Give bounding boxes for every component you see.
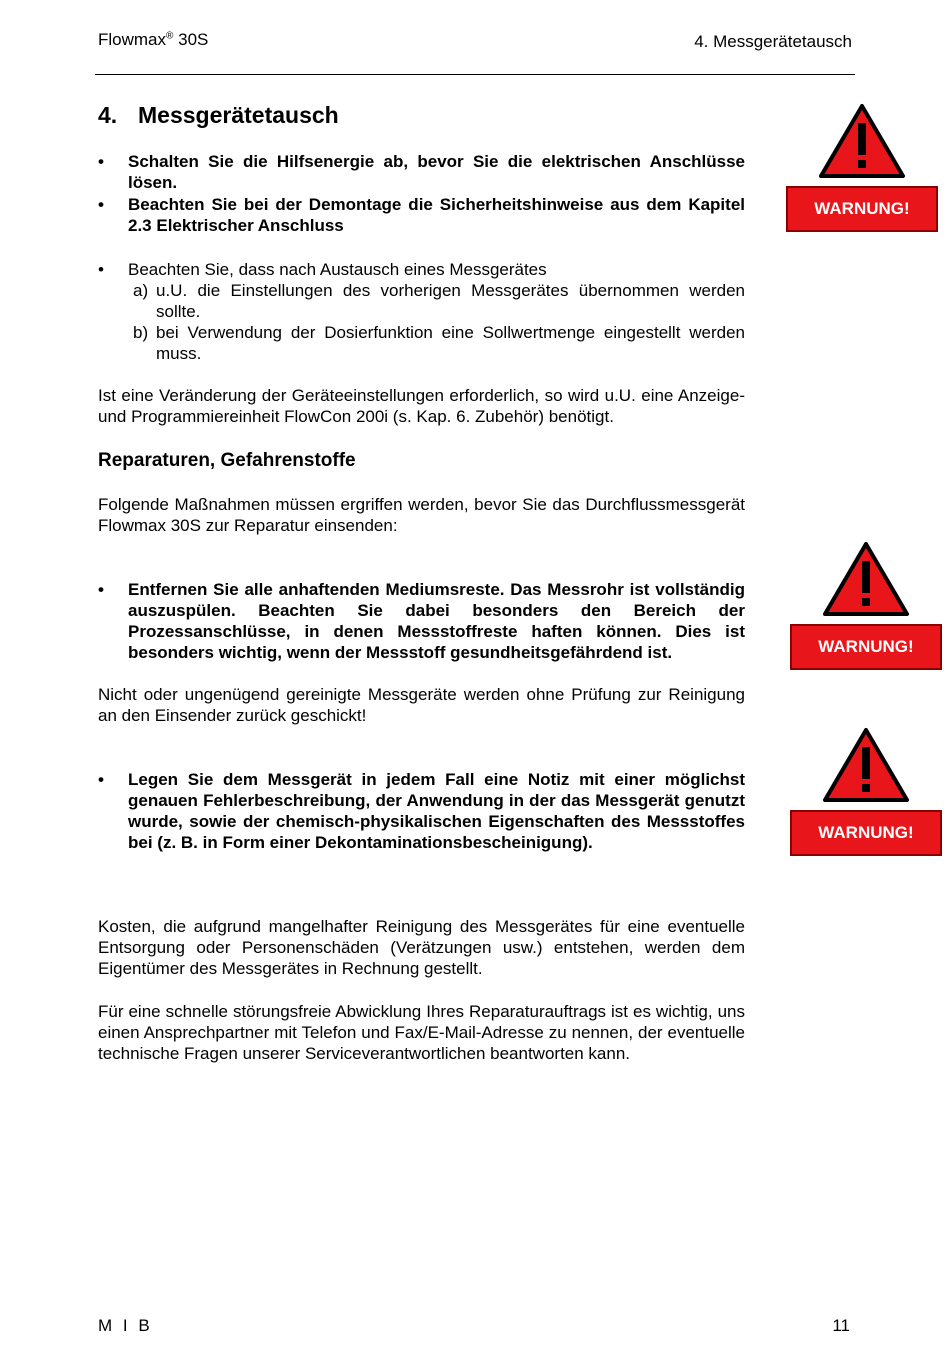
bullet-text: Beachten Sie, dass nach Austausch eines Messgerätes <box>128 260 547 279</box>
paragraph-settings: Ist eine Veränderung der Geräteeinstellungen erforderlich, so wird u.U. eine Anzeige- und Programmiereinheit FlowCon 200i (s. Kap. 6. Zubehör) benötigt. <box>98 386 745 426</box>
paragraph-return: Nicht oder ungenügend gereinigte Messgeräte werden ohne Prüfung zur Reinigung an den Einsender zurück geschickt! <box>98 685 745 725</box>
sub-item-text: bei Verwendung der Dosierfunktion eine Sollwertmenge eingestellt werden muss. <box>156 323 745 363</box>
bullet-text: Beachten Sie bei der Demontage die Sicherheitshinweise aus dem Kapitel 2.3 Elektrischer Anschluss <box>128 195 745 235</box>
product-name: Flowmax <box>98 30 167 49</box>
bullet-replacement-note <box>98 259 745 364</box>
sub-item-text: u.U. die Einstellungen des vorherigen Messgerätes übernommen werden sollte. <box>156 281 745 321</box>
bullet-fault-description <box>98 769 745 853</box>
paragraph-contact: Für eine schnelle störungsfreie Abwicklung Ihres Reparaturauftrags ist es wichtig, uns einen Ansprechpartner mit Telefon und Fax/E-Mail-Adresse zu nennen, der eventuelle technische Fragen unserer Serviceverantwortlichen beantworten kann. <box>98 1002 745 1063</box>
section-title <box>98 102 339 129</box>
registered-mark: ® <box>166 30 174 42</box>
bullet-dot: • <box>98 152 104 171</box>
section-number: 4. <box>98 102 118 128</box>
bullet-residue <box>98 579 745 663</box>
warning-label: WARNUNG! <box>790 624 942 670</box>
sub-item-a <box>98 280 745 322</box>
warning-triangle-icon <box>818 103 906 179</box>
warning-sign-1 <box>786 103 938 232</box>
section-title-text: Messgerätetausch <box>138 102 339 128</box>
bullet-dot: • <box>98 260 104 279</box>
sub-item-label: b) <box>133 323 149 342</box>
warning-label: WARNUNG! <box>790 810 942 856</box>
bullet-text: Legen Sie dem Messgerät in jedem Fall eine Notiz mit einer möglichst genauen Fehlerbeschreibung, der Anwendung in der das Messgerät genutzt wurde, sowie der chemisch-physikalischen Eigenschaften des Messstoffes bei (z. B. in Form einer Dekontaminationsbescheinigung). <box>128 770 745 852</box>
bullet-text: Entfernen Sie alle anhaftenden Mediumsreste. Das Messrohr ist vollständig auszuspülen. Beachten Sie dabei besonders den Bereich der Prozessanschlüsse, in denen Messstoffreste haften können. Dies ist besonders wichtig, wenn der Messstoff gesundheitsgefährdend ist. <box>128 580 745 662</box>
bullet-safety-notes <box>98 194 745 236</box>
warning-triangle-icon <box>822 727 910 803</box>
subheading-repairs: Reparaturen, Gefahrenstoffe <box>98 450 356 471</box>
paragraph-costs: Kosten, die aufgrund mangelhafter Reinigung des Messgerätes für eine eventuelle Entsorgung oder Personenschäden (Verätzungen usw.) entstehen, werden dem Eigentümer des Messgerätes in Rechnung gestellt. <box>98 917 745 978</box>
bullet-dot: • <box>98 580 104 599</box>
bullet-power-off <box>98 151 745 193</box>
paragraph-measures: Folgende Maßnahmen müssen ergriffen werden, bevor Sie das Durchflussmessgerät Flowmax 30S zur Reparatur einsenden: <box>98 495 745 535</box>
bullet-dot: • <box>98 770 104 789</box>
header-chapter: 4. Messgerätetausch <box>694 32 852 51</box>
footer-company: M I B <box>98 1316 153 1335</box>
warning-sign-2 <box>790 541 942 670</box>
sub-item-b <box>98 322 745 364</box>
warning-triangle-icon <box>822 541 910 617</box>
product-model: 30S <box>178 30 209 49</box>
bullet-dot: • <box>98 195 104 214</box>
warning-label: WARNUNG! <box>786 186 938 232</box>
page-number: 11 <box>832 1316 850 1335</box>
bullet-text: Schalten Sie die Hilfsenergie ab, bevor Sie die elektrischen Anschlüsse lösen. <box>128 152 745 192</box>
header-divider <box>95 74 855 75</box>
warning-sign-3 <box>790 727 942 856</box>
header-product <box>98 30 208 50</box>
sub-item-label: a) <box>133 281 149 300</box>
